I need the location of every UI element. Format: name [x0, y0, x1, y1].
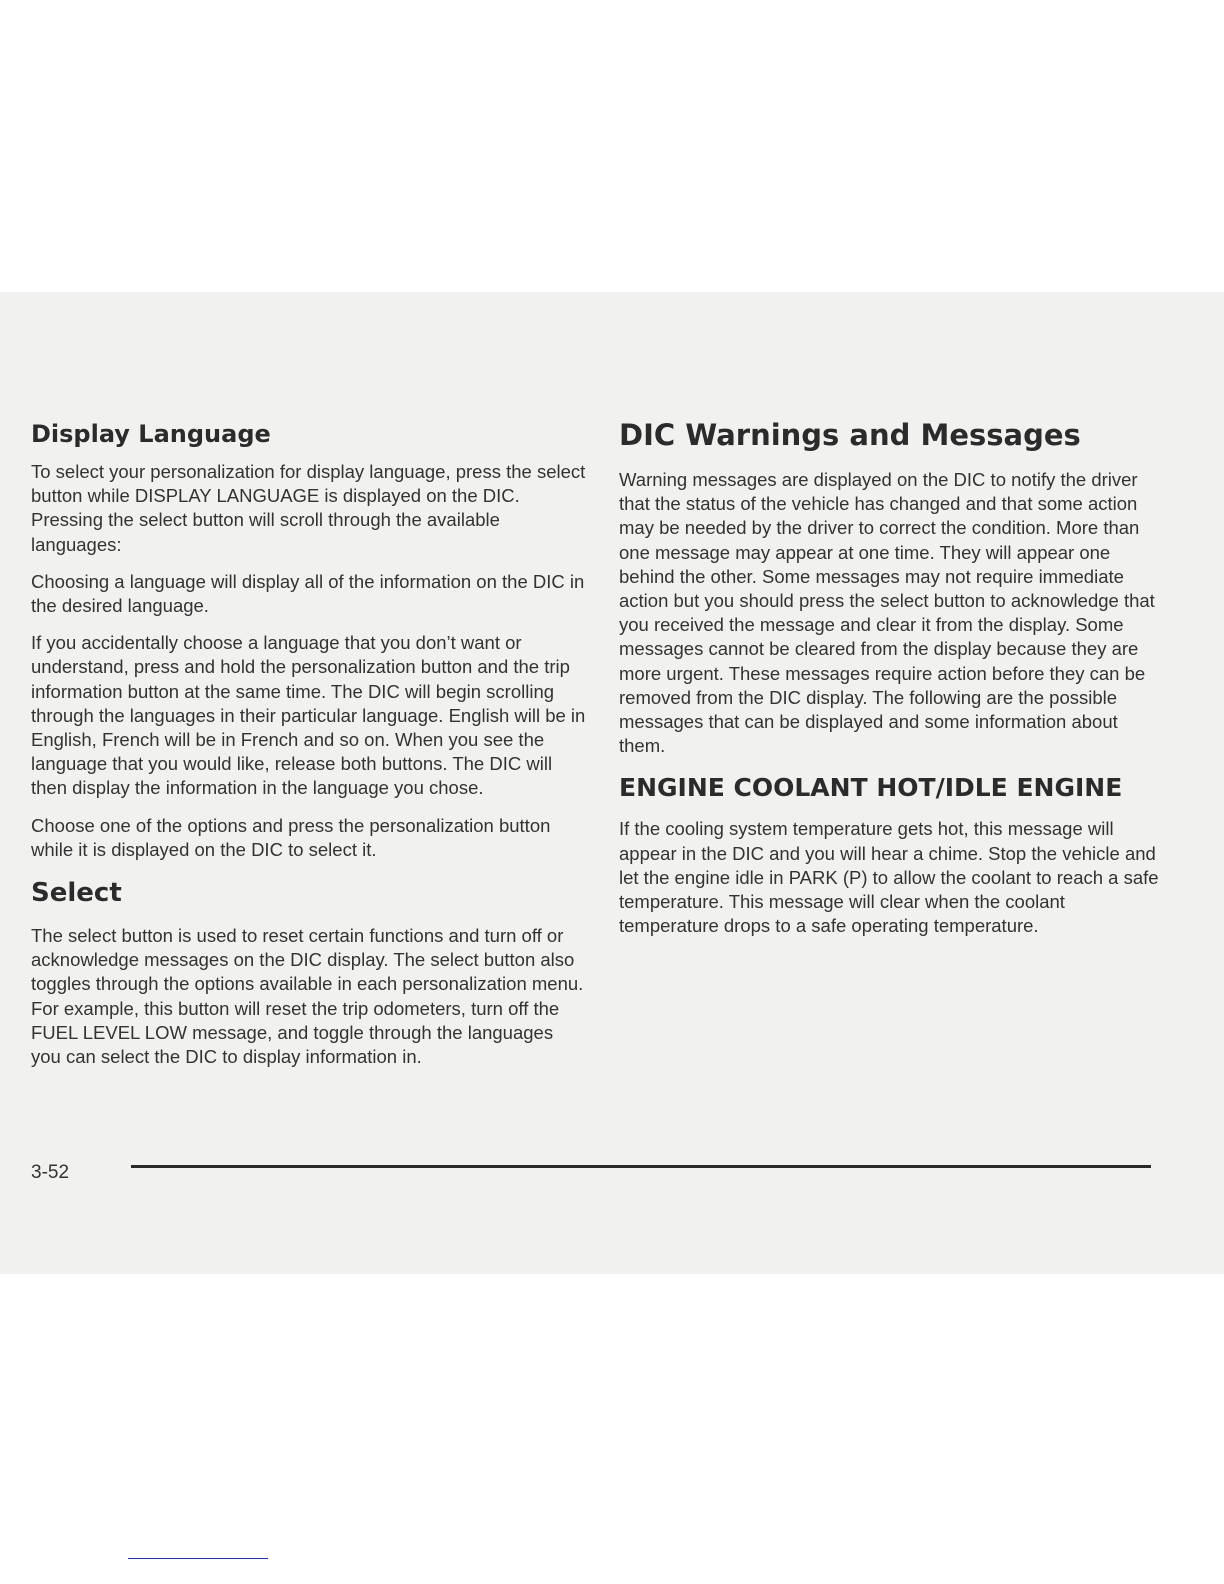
engine-coolant-heading: ENGINE COOLANT HOT/IDLE ENGINE — [619, 773, 1123, 803]
manual-page — [0, 292, 1224, 1274]
display-language-paragraph-3: If you accidentally choose a language that you don’t want or understand, press and hold the personalization button and the trip information button at the same time. The DIC will begin scrolling through the languages in their particular language. English will be in English, French will be in French and so on. When you see the language that you would like, release both buttons. The DIC will then display the information in the language you chose. — [31, 632, 586, 799]
dic-warnings-heading: DIC Warnings and Messages — [619, 418, 1081, 452]
dic-warnings-paragraph: Warning messages are displayed on the DIC to notify the driver that the status of the vehicle has changed and that some action may be needed by the driver to correct the condition. More than one message may appear at one time. They will appear one behind the other. Some messages may not require immediate action but you should press the select button to acknowledge that you received the message and clear it from the display. Some messages cannot be cleared from the display because they are more urgent. These messages require action before they can be removed from the DIC display. The following are the possible messages that can be displayed and some information about them. — [619, 469, 1155, 757]
display-language-paragraph-4: Choose one of the options and press the personalization button while it is displayed on the DIC to select it. — [31, 814, 551, 860]
display-language-heading: Display Language — [31, 420, 271, 448]
page-number: 3-52 — [31, 1162, 70, 1183]
footer-link-underline — [128, 1558, 268, 1559]
left-column — [31, 292, 586, 1069]
select-heading: Select — [31, 878, 122, 909]
right-column — [619, 292, 1159, 938]
display-language-paragraph-1: To select your personalization for display language, press the select button while DISPLAY LANGUAGE is displayed on the DIC. Pressing the select button will scroll through the available languages: — [31, 461, 586, 555]
engine-coolant-paragraph: If the cooling system temperature gets hot, this message will appear in the DIC and you will hear a chime. Stop the vehicle and let the engine idle in PARK (P) to allow the coolant to reach a safe temperature. This message will clear when the coolant temperature drops to a safe operating temperature. — [619, 818, 1159, 937]
footer-rule — [131, 1165, 1151, 1168]
display-language-paragraph-2: Choosing a language will display all of the information on the DIC in the desired language. — [31, 570, 585, 617]
select-paragraph: The select button is used to reset certain functions and turn off or acknowledge messages on the DIC display. The select button also toggles through the options available in each personalization menu. For example, this button will reset the trip odometers, turn off the FUEL LEVEL LOW message, and toggle through the languages you can select the DIC to display information in. — [31, 925, 584, 1068]
